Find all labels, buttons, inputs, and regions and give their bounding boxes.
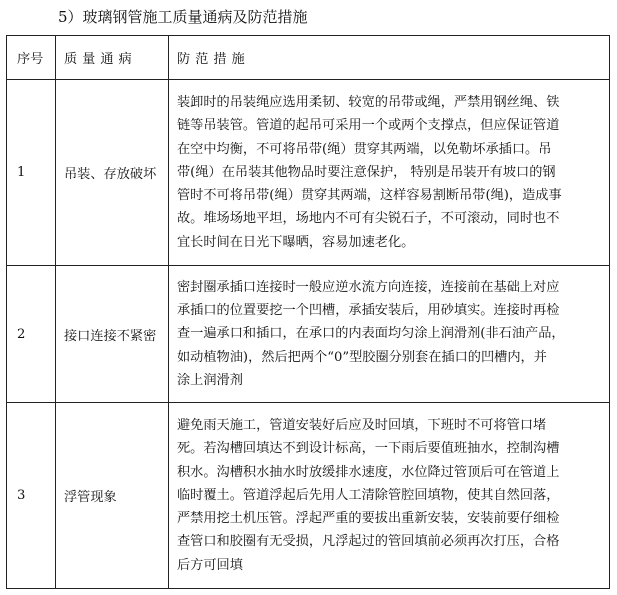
header-measures: 防范措施 (169, 36, 610, 80)
header-index: 序号 (7, 36, 56, 80)
measure-line: 链等吊装管。管道的起吊可采用一个或两个支撑点，但应保证管道 (177, 118, 560, 134)
row-problem: 浮管现象 (56, 403, 169, 589)
section-title: 5）玻璃钢管施工质量通病及防范措施 (58, 8, 308, 26)
measure-line: 死。若沟槽回填达不到设计标高，一下雨后要值班抽水，控制沟槽 (177, 441, 560, 457)
row-measures (169, 266, 610, 403)
row-problem: 吊装、存放破坏 (56, 80, 169, 266)
measure-line: 避免雨天施工，管道安装好后应及时回填，下班时不可将管口堵 (177, 418, 547, 434)
measure-line: 查一遍承口和插口，在承口的内表面均匀涂上润滑剂(非石油产品， (177, 326, 565, 342)
measure-line: 在空中均衡，不可将吊带(绳）贯穿其两端，以免勒坏承插口。吊 (177, 141, 552, 157)
table-row (7, 266, 610, 403)
measure-line: 宜长时间在日光下曝晒，容易加速老化。 (177, 234, 415, 250)
header-problem: 质量通病 (56, 36, 169, 80)
row-problem: 接口连接不紧密 (56, 266, 169, 403)
measure-line: 严禁用挖土机压管。浮起严重的要拔出重新安装，安装前要仔细检 (177, 511, 560, 527)
row-index: 3 (7, 403, 56, 589)
row-measures (169, 403, 610, 589)
measure-line: 临时覆土。管道浮起后先用人工清除管腔回填物，使其自然回落， (177, 487, 560, 503)
quality-problems-table (6, 35, 610, 589)
measure-line: 管时不可将吊带(绳）贯穿其两端，这样容易割断吊带(绳)，造成事 (177, 188, 562, 204)
measure-line: 查管口和胶圈有无受损，凡浮起过的管回填前必须再次打压，合格 (177, 534, 560, 550)
measure-line: 带(绳）在吊装其他物品时要注意保护， 特别是吊装开有坡口的钢 (177, 164, 556, 180)
row-measures (169, 80, 610, 266)
row-index: 1 (7, 80, 56, 266)
measure-line: 故。堆场场地平坦，场地内不可有尖锐石子，不可滚动，同时也不 (177, 211, 560, 227)
measure-line: 密封圈承插口连接时一般应逆水流方向连接，连接前在基础上对应 (177, 279, 560, 295)
measure-line: 积水。沟槽积水抽水时放缓排水速度，水位降过管顶后可在管道上 (177, 464, 560, 480)
row-index: 2 (7, 266, 56, 403)
measure-line: 后方可回填 (177, 557, 243, 573)
table-row (7, 80, 610, 266)
table-row (7, 403, 610, 589)
table-header-row (7, 36, 610, 80)
measure-line: 涂上润滑剂 (177, 372, 243, 388)
measure-line: 如动植物油)，然后把两个“0”型胶圈分别套在插口的凹槽内，并 (177, 349, 547, 365)
measure-line: 承插口的位置要挖一个凹槽，承插安装后，用砂填实。连接时再检 (177, 303, 560, 319)
measure-line: 装卸时的吊装绳应选用柔韧、较宽的吊带或绳，严禁用钢丝绳、铁 (177, 95, 560, 111)
